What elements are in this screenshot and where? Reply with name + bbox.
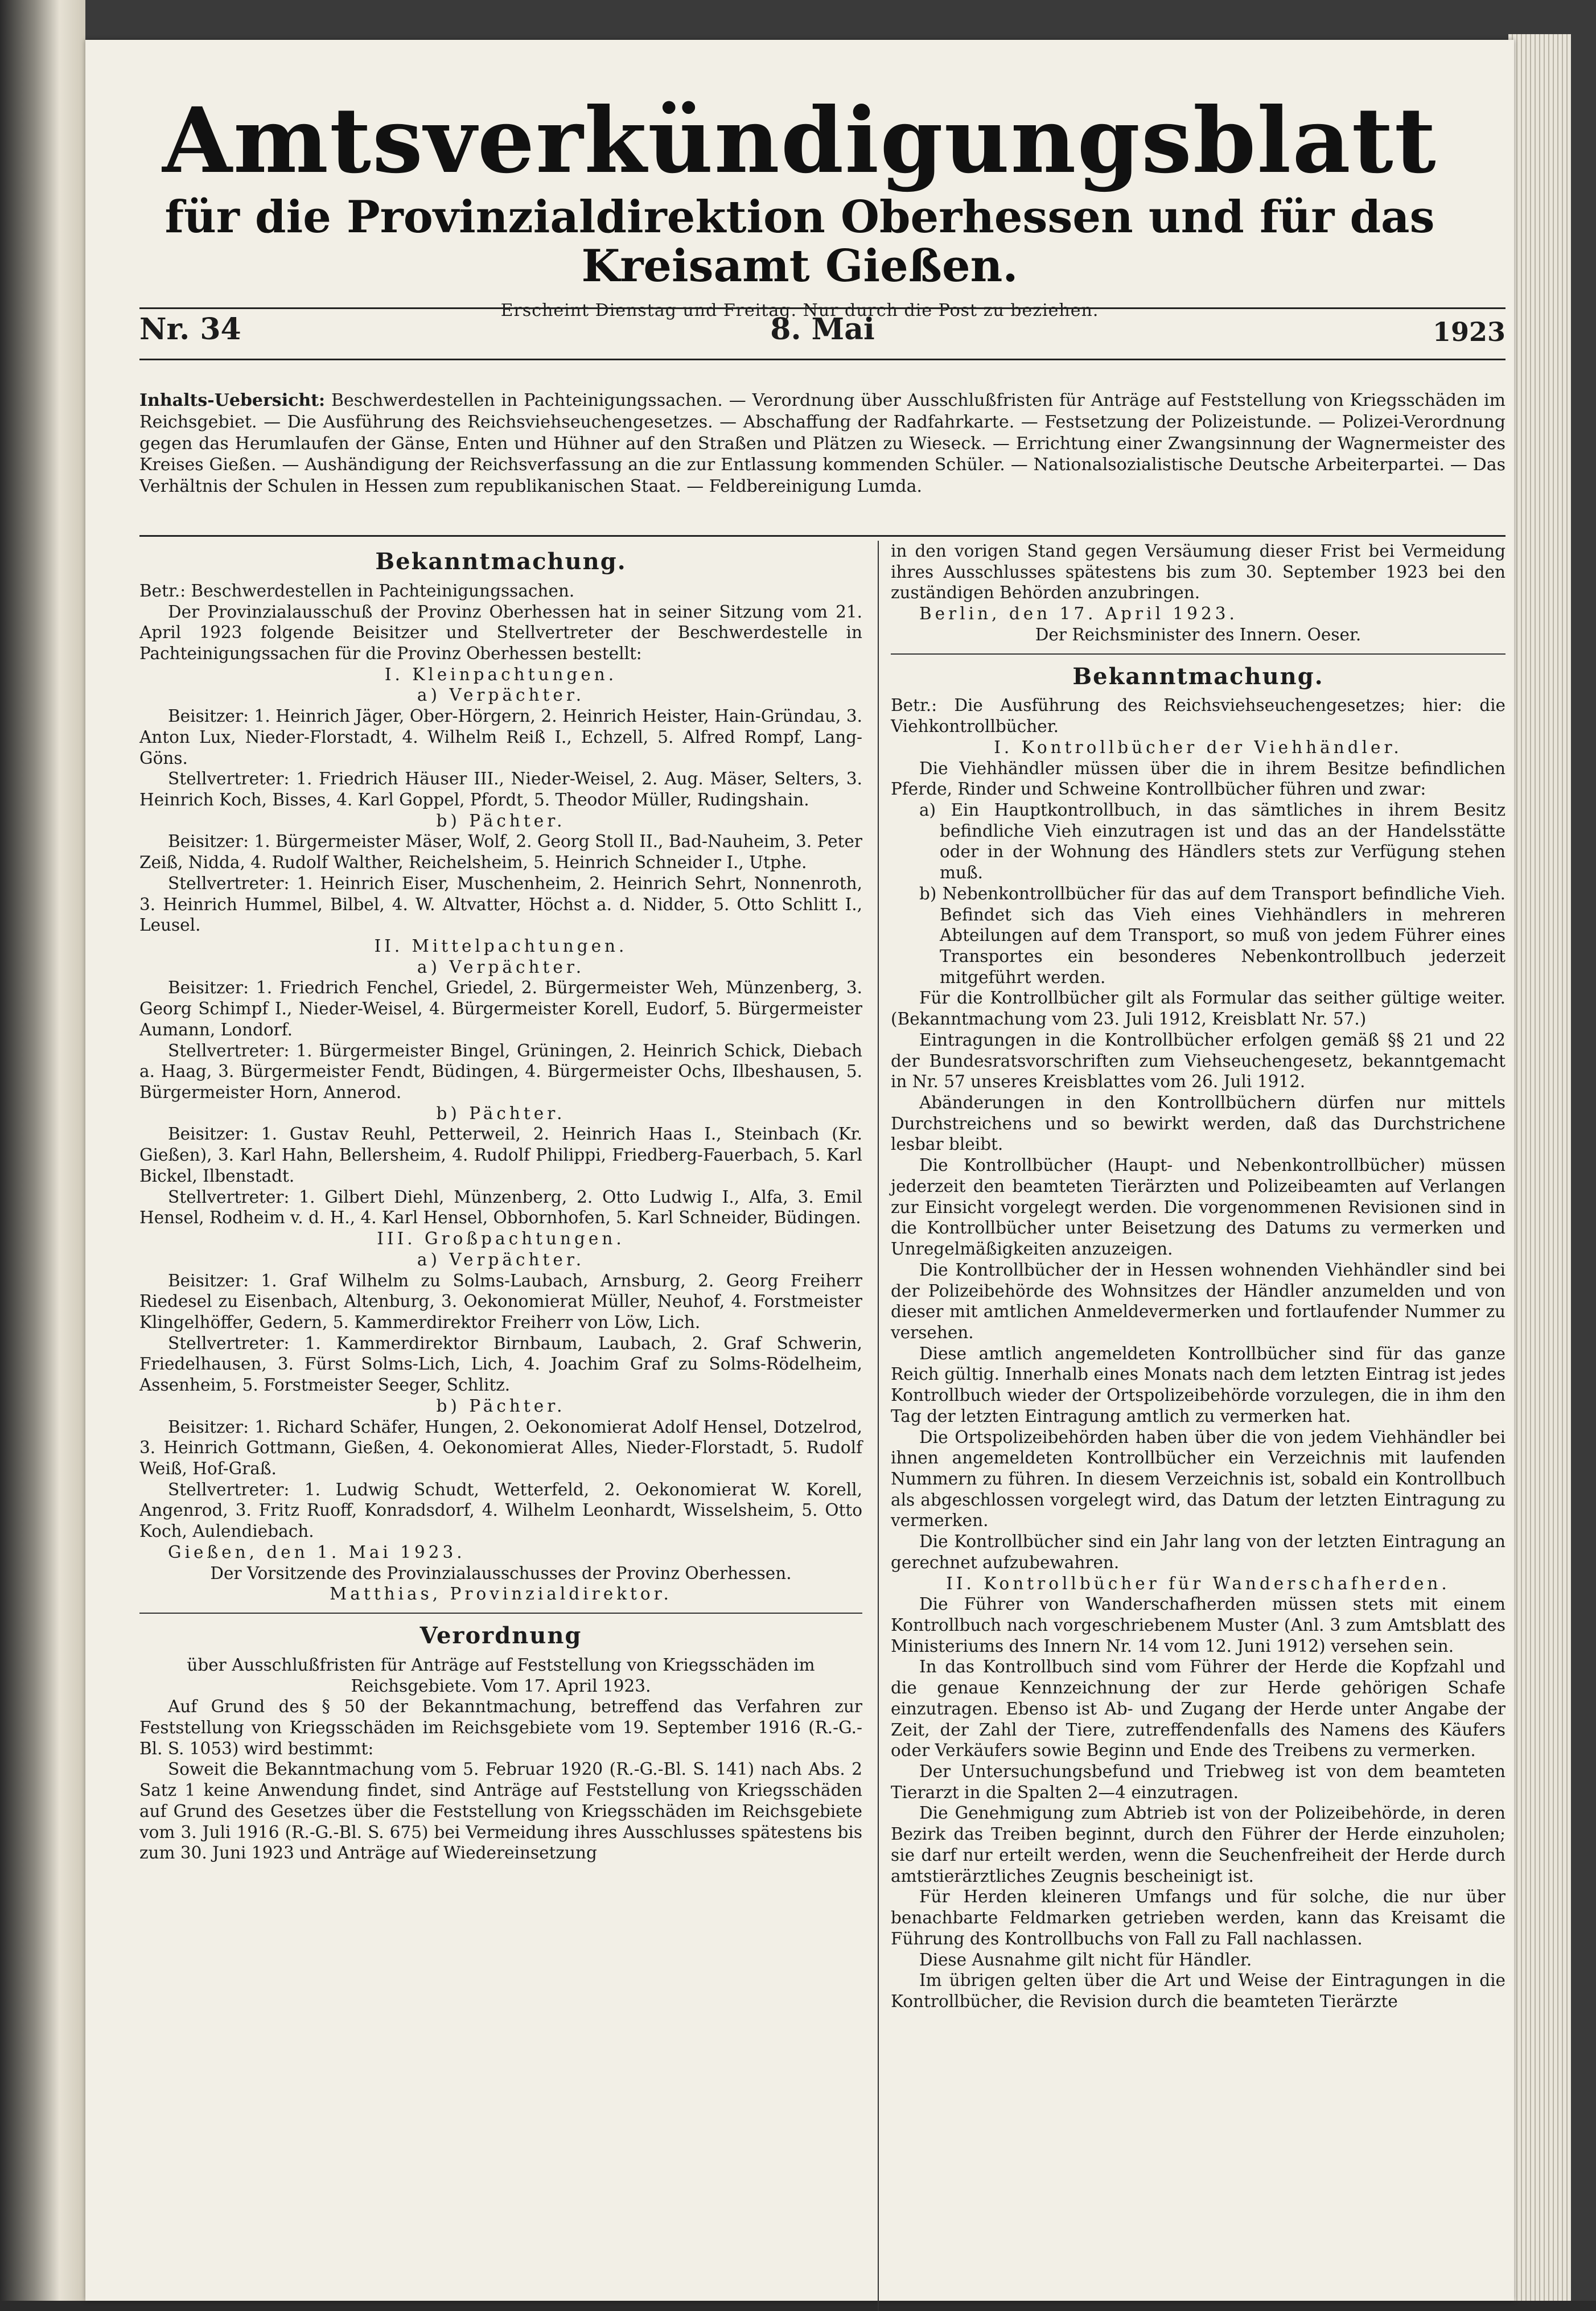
list-item: a) Ein Hauptkontrollbuch, in das sämtliches in ihrem Besitz befindliche Vieh einzutragen ist und das an der Handelsstätte oder in der Wohnung des Händlers stets zur Verfügung stehen muß. bbox=[919, 800, 1505, 883]
issue-date: 8. Mai bbox=[770, 312, 875, 347]
member-list: Stellvertreter: 1. Heinrich Eiser, Muschenheim, 2. Heinrich Sehrt, Nonnenroth, 3. Heinrich Hummel, Bilbel, 4. W. Altvatter, Höchst a. d. Nidder, 5. Otto Schlitt I., Leusel. bbox=[139, 873, 862, 935]
separator bbox=[891, 653, 1505, 655]
place-date: Gießen, den 1. Mai 1923. bbox=[168, 1542, 466, 1562]
paragraph: Die Ortspolizeibehörden haben über die von jedem Viehhändler bei ihnen angemeldeten Kontrollbücher ein Verzeichnis mit laufenden Nummern zu führen. In diesem Verzeichnis ist, sobald ein Kontrollbuch als abgeschlossen vorgelegt wird, das Datum der letzten Eintragung zu vermerken. bbox=[891, 1427, 1505, 1531]
left-column bbox=[139, 541, 862, 1864]
section-heading: II. Mittelpachtungen. bbox=[374, 936, 628, 956]
heading-bekanntmachung-2: Bekanntmachung. bbox=[1072, 663, 1324, 690]
masthead bbox=[85, 88, 1514, 321]
heading-verordnung: Verordnung bbox=[419, 1622, 582, 1650]
page-edges bbox=[1508, 34, 1571, 2301]
section-heading: III. Großpachtungen. bbox=[377, 1229, 625, 1249]
toc-rule bbox=[139, 535, 1505, 537]
paragraph: in den vorigen Stand gegen Versäumung dieser Frist bei Vermeidung ihres Ausschlusses spätestens bis zum 30. September 1923 bei den zuständigen Behörden anzubringen. bbox=[891, 541, 1505, 603]
subject-line: Betr.: Beschwerdestellen in Pachteinigungssachen. bbox=[139, 581, 575, 601]
paragraph: Die Kontrollbücher sind ein Jahr lang von der letzten Eintragung an gerechnet aufzubewahren. bbox=[891, 1532, 1505, 1572]
section-heading: II. Kontrollbücher für Wanderschafherden. bbox=[946, 1573, 1450, 1593]
separator bbox=[139, 1613, 862, 1614]
subsection-heading: a) Verpächter. bbox=[417, 957, 585, 977]
issue-line bbox=[139, 312, 1505, 352]
paragraph: Der Untersuchungsbefund und Triebweg ist von dem beamteten Tierarzt in die Spalten 2—4 einzutragen. bbox=[891, 1762, 1505, 1802]
toc-label: Inhalts-Uebersicht: bbox=[139, 390, 326, 410]
subsection-heading: a) Verpächter. bbox=[417, 685, 585, 705]
paragraph: Für die Kontrollbücher gilt als Formular das seither gültige weiter. (Bekanntmachung vom 23. Juli 1912, Kreisblatt Nr. 57.) bbox=[891, 988, 1505, 1029]
table-of-contents bbox=[139, 390, 1505, 497]
place-date: Berlin, den 17. April 1923. bbox=[919, 604, 1238, 624]
section-heading: I. Kleinpachtungen. bbox=[384, 664, 618, 684]
subsection-heading: b) Pächter. bbox=[436, 1103, 566, 1123]
paragraph: Auf Grund des § 50 der Bekanntmachung, betreffend das Verfahren zur Feststellung von Kriegsschäden im Reichsgebiete vom 19. September 1916 (R.-G.-Bl. S. 1053) wird bestimmt: bbox=[139, 1697, 862, 1758]
member-list: Beisitzer: 1. Graf Wilhelm zu Solms-Laubach, Arnsburg, 2. Georg Freiherr Riedesel zu Eisenbach, Altenburg, 3. Oekonomierat Müller, Neuhof, 4. Forstmeister Klingelhöffer, Gedern, 5. Kammerdirektor Freiherr von Löw, Lich. bbox=[139, 1270, 862, 1332]
paragraph: Diese amtlich angemeldeten Kontrollbücher sind für das ganze Reich gültig. Innerhalb eines Monats nach dem letzten Eintrag ist jedes Kontrollbuch wieder der Ortspolizeibehörde vorzulegen, die in ihm den Tag der letzten Eintragung amtlich zu vermerken hat. bbox=[891, 1343, 1505, 1426]
member-list: Stellvertreter: 1. Gilbert Diehl, Münzenberg, 2. Otto Ludwig I., Alfa, 3. Emil Hensel, Rodheim v. d. H., 4. Karl Hensel, Obbornhofen, 5. Karl Schneider, Büdingen. bbox=[139, 1187, 862, 1228]
heading-bekanntmachung-1: Bekanntmachung. bbox=[375, 548, 627, 575]
newspaper-page bbox=[85, 40, 1514, 2301]
member-list: Beisitzer: 1. Bürgermeister Mäser, Wolf, 2. Georg Stoll II., Bad-Nauheim, 3. Peter Zeiß, Nidda, 4. Rudolf Walther, Reichelsheim, 5. Heinrich Schneider I., Utphe. bbox=[139, 832, 862, 873]
toc-text: Beschwerdestellen in Pachteinigungssachen. — Verordnung über Ausschlußfristen für Anträge auf Feststellung von Kriegsschäden im Reichsgebiet. — Die Ausführung des Reichsviehseuchengesetzes. — Abschaffung der Radfahrkarte. — Festsetzung der Polizeistunde. — Polizei-Verordnung gegen das Herumlaufen der Gänse, Enten und Hühner auf den Straßen und Plätzen zu Wieseck. — Errichtung einer Zwangsinnung der Wagnermeister des Kreises Gießen. — Aushändigung der Reichsverfassung an die zur Entlassung kommenden Schüler. — Nationalsozialistische Deutsche Arbeiterpartei. — Das Verhältnis der Schulen in Hessen zum republikanischen Staat. — Feldbereinigung Lumda. bbox=[139, 390, 1505, 497]
member-list: Stellvertreter: 1. Kammerdirektor Birnbaum, Laubach, 2. Graf Schwerin, Friedelhausen, 3. Fürst Solms-Lich, Lich, 4. Joachim Graf zu Solms-Rödelheim, Assenheim, 5. Forstmeister Seeger, Schlitz. bbox=[139, 1333, 862, 1395]
top-rule bbox=[139, 307, 1505, 309]
paragraph: Abänderungen in den Kontrollbüchern dürfen nur mittels Durchstreichens und so bewirkt werden, daß das Durchstrichene lesbar bleibt. bbox=[891, 1093, 1505, 1154]
list-item: b) Nebenkontrollbücher für das auf dem Transport befindliche Vieh. Befindet sich das Vieh eines Viehhändlers in mehreren Abteilungen auf dem Transport, so muß von jedem Führer eines Transportes ein besonderes Nebenkontrollbuch jederzeit mitgeführt werden. bbox=[919, 883, 1505, 987]
section-heading: I. Kontrollbücher der Viehhändler. bbox=[994, 737, 1402, 757]
masthead-subtitle: für die Provinzialdirektion Oberhessen und für das Kreisamt Gießen. bbox=[164, 191, 1435, 292]
issue-rule bbox=[139, 359, 1505, 360]
signature-name: Matthias, Provinzialdirektor. bbox=[330, 1584, 672, 1604]
paragraph: Der Provinzialausschuß der Provinz Oberhessen hat in seiner Sitzung vom 21. April 1923 folgende Beisitzer und Stellvertreter der Beschwerdestelle in Pachteinigungssachen für die Provinz Oberhessen bestellt: bbox=[139, 602, 862, 663]
member-list: Stellvertreter: 1. Friedrich Häuser III., Nieder-Weisel, 2. Aug. Mäser, Selters, 3. Heinrich Koch, Bisses, 4. Karl Goppel, Pfordt, 5. Theodor Müller, Rudingshain. bbox=[139, 769, 862, 809]
book-spine bbox=[0, 0, 85, 2301]
paragraph: Die Kontrollbücher (Haupt- und Nebenkontrollbücher) müssen jederzeit den beamteten Tierärzten und Polizeibeamten auf Verlangen zur Einsicht vorgelegt werden. Die vorgenommenen Revisionen sind in die Kontrollbücher unter Beisetzung des Datums zu vermerken und Unregelmäßigkeiten anzuzeigen. bbox=[891, 1156, 1505, 1259]
publication-note: Erscheint Dienstag und Freitag. Nur durch die Post zu beziehen. bbox=[500, 301, 1099, 321]
ordinance-title: über Ausschlußfristen für Anträge auf Feststellung von Kriegsschäden im Reichsgebiete. Vom 17. April 1923. bbox=[187, 1655, 815, 1696]
member-list: Stellvertreter: 1. Ludwig Schudt, Wetterfeld, 2. Oekonomierat W. Korell, Angenrod, 3. Fritz Ruoff, Konradsdorf, 4. Wilhelm Leonhardt, Wisselsheim, 5. Otto Koch, Aulendiebach. bbox=[139, 1479, 862, 1541]
member-list: Beisitzer: 1. Friedrich Fenchel, Griedel, 2. Bürgermeister Weh, Münzenberg, 3. Georg Schimpf I., Nieder-Weisel, 4. Bürgermeister Korell, Eudorf, 5. Bürgermeister Aumann, Londorf. bbox=[139, 978, 862, 1039]
masthead-title: Amtsverkündigungsblatt bbox=[162, 88, 1437, 194]
paragraph: Die Viehhändler müssen über die in ihrem Besitze befindlichen Pferde, Rinder und Schweine Kontrollbücher führen und zwar: bbox=[891, 758, 1505, 799]
paragraph: Soweit die Bekanntmachung vom 5. Februar 1920 (R.-G.-Bl. S. 141) nach Abs. 2 Satz 1 keine Anwendung findet, sind Anträge auf Feststellung von Kriegsschäden auf Grund des Gesetzes über die Feststellung von Kriegsschäden im Reichsgebiete vom 3. Juli 1916 (R.-G.-Bl. S. 675) bei Vermeidung ihres Ausschlusses spätestens bis zum 30. Juni 1923 und Anträge auf Wiedereinsetzung bbox=[139, 1759, 862, 1863]
signature: Der Reichsminister des Innern. Oeser. bbox=[1035, 624, 1361, 644]
right-column bbox=[891, 541, 1505, 2012]
subsection-heading: b) Pächter. bbox=[436, 811, 566, 830]
paragraph: Eintragungen in die Kontrollbücher erfolgen gemäß §§ 21 und 22 der Bundesratsvorschriften zum Viehseuchengesetz, bekanntgemacht in Nr. 57 unseres Kreisblattes vom 26. Juli 1912. bbox=[891, 1030, 1505, 1092]
subject-line: Betr.: Die Ausführung des Reichsviehseuchengesetzes; hier: die Viehkontrollbücher. bbox=[891, 696, 1505, 737]
member-list: Beisitzer: 1. Richard Schäfer, Hungen, 2. Oekonomierat Adolf Hensel, Dotzelrod, 3. Heinrich Gottmann, Gießen, 4. Oekonomierat Alles, Nieder-Florstadt, 5. Rudolf Weiß, Hof-Graß. bbox=[139, 1417, 862, 1478]
subsection-heading: a) Verpächter. bbox=[417, 1249, 585, 1269]
issue-year: 1923 bbox=[1432, 316, 1505, 347]
paragraph: Im übrigen gelten über die Art und Weise der Eintragungen in die Kontrollbücher, die Revision durch die beamteten Tierärzte bbox=[891, 1971, 1505, 2011]
member-list: Beisitzer: 1. Gustav Reuhl, Petterweil, 2. Heinrich Haas I., Steinbach (Kr. Gießen), 3. Karl Hahn, Bellersheim, 4. Rudolf Philippi, Friedberg-Fauerbach, 5. Karl Bickel, Ilbenstadt. bbox=[139, 1124, 862, 1186]
signature-title: Der Vorsitzende des Provinzialausschusses der Provinz Oberhessen. bbox=[210, 1563, 792, 1583]
subsection-heading: b) Pächter. bbox=[436, 1396, 566, 1416]
member-list: Stellvertreter: 1. Bürgermeister Bingel, Grüningen, 2. Heinrich Schick, Diebach a. Haag, 3. Bürgermeister Fendt, Büdingen, 4. Bürgermeister Ochs, Ilbeshausen, 5. Bürgermeister Horn, Annerod. bbox=[139, 1041, 862, 1103]
paragraph: In das Kontrollbuch sind vom Führer der Herde die Kopfzahl und die genaue Kennzeichnung der zur Herde gehörigen Schafe einzutragen. Ebenso ist Ab- und Zugang der Herde unter Angabe der Zeit, der Zahl der Tiere, zutreffendenfalls des Namens des Käufers oder Verkäufers sowie Beginn und Ende des Treibens zu vermerken. bbox=[891, 1657, 1505, 1761]
paragraph: Die Genehmigung zum Abtrieb ist von der Polizeibehörde, in deren Bezirk das Treiben beginnt, durch den Führer der Herde einzuholen; sie darf nur erteilt werden, wenn die Seuchenfreiheit der Herde durch amtstierärztliches Zeugnis bescheinigt ist. bbox=[891, 1803, 1505, 1886]
paragraph: Die Kontrollbücher der in Hessen wohnenden Viehhändler sind bei der Polizeibehörde des Wohnsitzes der Händler anzumelden und von dieser mit amtlichen Anmeldevermerken und fortlaufender Nummer zu versehen. bbox=[891, 1260, 1505, 1342]
paragraph: Für Herden kleineren Umfangs und für solche, die nur über benachbarte Feldmarken getrieben werden, kann das Kreisamt die Führung des Kontrollbuchs von Fall zu Fall nachlassen. bbox=[891, 1887, 1505, 1948]
column-divider bbox=[878, 541, 879, 2311]
member-list: Beisitzer: 1. Heinrich Jäger, Ober-Hörgern, 2. Heinrich Heister, Hain-Gründau, 3. Anton Lux, Nieder-Florstadt, 4. Wilhelm Reiß I., Echzell, 5. Alfred Rompf, Lang-Göns. bbox=[139, 706, 862, 768]
paragraph: Diese Ausnahme gilt nicht für Händler. bbox=[919, 1950, 1252, 1969]
issue-number: Nr. 34 bbox=[139, 312, 241, 347]
paragraph: Die Führer von Wanderschafherden müssen stets mit einem Kontrollbuch nach vorgeschriebenem Muster (Anl. 3 zum Amtsblatt des Ministeriums des Innern Nr. 14 vom 12. Juni 1912) versehen sein. bbox=[891, 1594, 1505, 1656]
